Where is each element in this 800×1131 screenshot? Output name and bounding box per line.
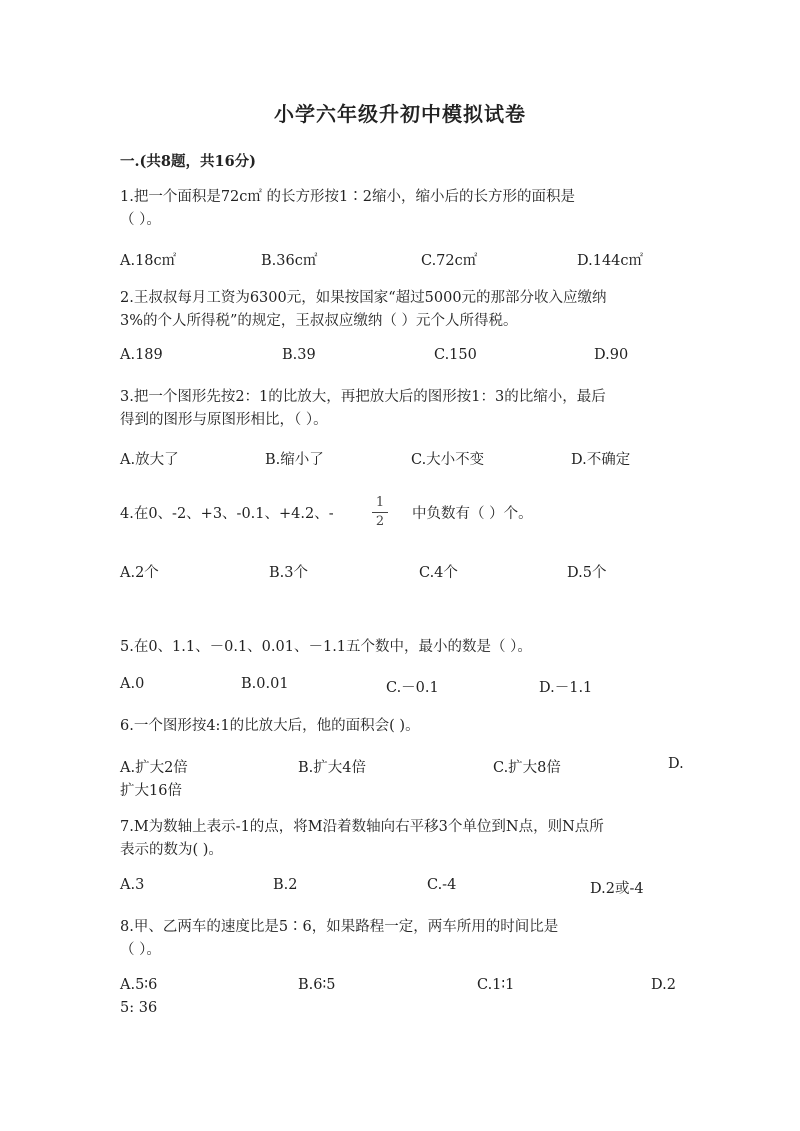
option-c[interactable]: C.大小不变	[411, 452, 485, 468]
question-3-line-1: 3.把一个图形先按2：1的比放大，再把放大后的图形按1：3的比缩小，最后	[120, 389, 606, 405]
question-5	[120, 636, 680, 659]
fraction-bar	[372, 512, 388, 513]
option-c[interactable]: C.扩大8倍	[493, 760, 561, 776]
question-6-option-d-wrap: 扩大16倍	[120, 783, 182, 799]
option-c[interactable]: C.－0.1	[386, 680, 439, 696]
question-7-options	[120, 877, 680, 900]
option-b[interactable]: B.3个	[269, 565, 308, 581]
question-2-options	[120, 347, 680, 370]
question-4-stem: 4.在0、-2、+3、-0.1、+4.2、-	[120, 506, 334, 522]
option-d[interactable]: D.2或-4	[590, 881, 644, 897]
question-7	[120, 816, 680, 862]
question-2-line-2: 3%的个人所得税”的规定，王叔叔应缴纳（ ）元个人所得税。	[120, 313, 518, 329]
section-heading: 一.(共8题，共16分)	[120, 153, 257, 170]
option-b[interactable]: B.0.01	[241, 676, 289, 692]
option-b[interactable]: B.缩小了	[265, 452, 324, 468]
option-c[interactable]: C.1∶1	[477, 977, 515, 993]
option-a[interactable]: A.18c㎡	[120, 253, 177, 269]
option-d[interactable]: D.不确定	[571, 452, 631, 468]
question-6-line-1: 6.一个图形按4:1的比放大后，他的面积会( )。	[120, 718, 420, 734]
question-1	[120, 186, 680, 232]
question-1-line-2: （ ）。	[120, 212, 161, 228]
option-a[interactable]: A.2个	[120, 565, 159, 581]
option-b[interactable]: B.6∶5	[298, 977, 336, 993]
question-8	[120, 916, 680, 962]
option-b[interactable]: B.扩大4倍	[298, 760, 366, 776]
question-8-line-2: （ ）。	[120, 942, 161, 958]
question-5-options	[120, 676, 680, 699]
question-1-line-1: 1.把一个面积是72c㎡ 的长方形按1∶2缩小，缩小后的长方形的面积是	[120, 189, 575, 205]
option-d[interactable]: D.5个	[567, 565, 607, 581]
question-7-line-1: 7.M为数轴上表示-1的点，将M沿着数轴向右平移3个单位到N点，则N点所	[120, 819, 604, 835]
question-6-options	[120, 756, 684, 779]
question-4-options	[120, 561, 680, 584]
question-4-stem-end: 中负数有（ ）个。	[412, 506, 533, 522]
option-b[interactable]: B.39	[282, 347, 316, 363]
option-b[interactable]: B.2	[273, 877, 298, 893]
option-c[interactable]: C.-4	[427, 877, 457, 893]
option-d[interactable]: D.144c㎡	[577, 253, 644, 269]
question-3-options	[120, 448, 680, 471]
option-a[interactable]: A.5∶6	[120, 977, 158, 993]
option-d[interactable]: D.	[668, 756, 684, 772]
option-c[interactable]: C.150	[434, 347, 477, 363]
option-d[interactable]: D.90	[594, 347, 629, 363]
option-a[interactable]: A.0	[120, 676, 145, 692]
option-c[interactable]: C.4个	[419, 565, 458, 581]
option-d[interactable]: D.－1.1	[539, 680, 593, 696]
question-1-options	[120, 249, 680, 272]
fraction-numerator: 1	[375, 495, 385, 510]
question-6	[120, 715, 680, 738]
option-c[interactable]: C.72c㎡	[421, 253, 478, 269]
question-7-line-2: 表示的数为( )。	[120, 842, 223, 858]
question-8-options	[120, 977, 680, 1000]
fraction-denominator: 2	[375, 514, 385, 529]
question-3-line-2: 得到的图形与原图形相比，（ ）。	[120, 412, 328, 428]
option-a[interactable]: A.放大了	[120, 452, 179, 468]
question-2	[120, 287, 680, 333]
question-3	[120, 386, 680, 432]
option-a[interactable]: A.3	[120, 877, 145, 893]
option-a[interactable]: A.189	[120, 347, 163, 363]
question-2-line-1: 2.王叔叔每月工资为6300元，如果按国家“超过5000元的那部分收入应缴纳	[120, 290, 607, 306]
option-d[interactable]: D.2	[651, 977, 676, 993]
option-b[interactable]: B.36c㎡	[261, 253, 318, 269]
option-a[interactable]: A.扩大2倍	[120, 760, 188, 776]
page-title: 小学六年级升初中模拟试卷	[274, 102, 526, 126]
fraction-one-half	[372, 495, 388, 530]
question-5-line-1: 5.在0、1.1、－0.1、0.01、－1.1五个数中，最小的数是（ ）。	[120, 639, 532, 655]
question-8-line-1: 8.甲、乙两车的速度比是5∶6，如果路程一定，两车所用的时间比是	[120, 919, 559, 935]
question-8-option-d-wrap: 5: 36	[120, 1000, 158, 1016]
